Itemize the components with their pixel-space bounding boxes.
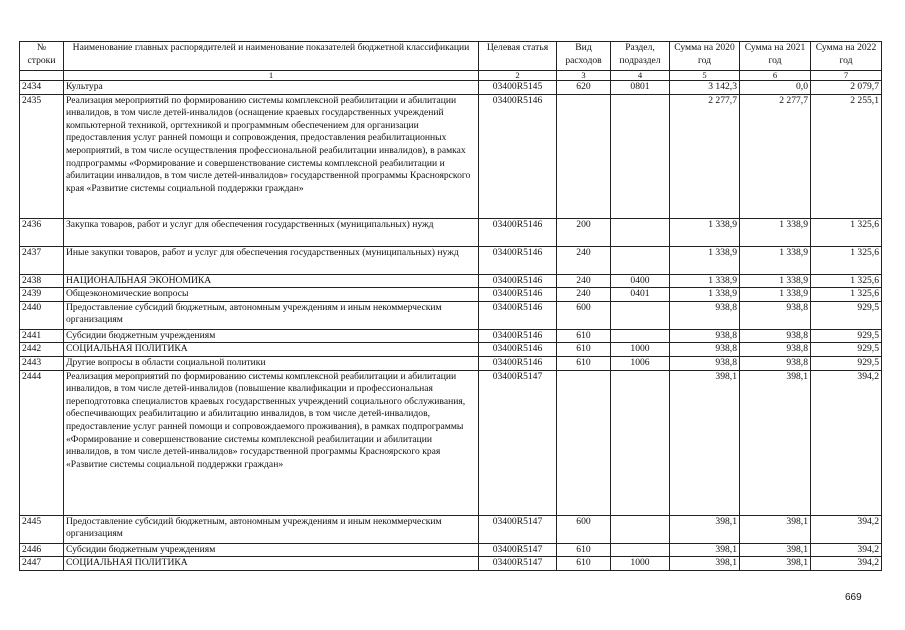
- header-name: Наименование главных распорядителей и наименование показателей бюджетной классификации: [64, 42, 479, 71]
- row-number: 2447: [20, 557, 64, 571]
- target-article: 03400R5146: [479, 288, 557, 302]
- sum-2021: 938,8: [740, 343, 811, 357]
- row-number: 2444: [20, 370, 64, 515]
- row-number: 2438: [20, 274, 64, 288]
- section-code: [611, 94, 670, 218]
- sum-2022: 2 255,1: [811, 94, 882, 218]
- expense-type: 610: [557, 329, 611, 343]
- row-name: Субсидии бюджетным учреждениям: [64, 329, 479, 343]
- section-code: 1000: [611, 557, 670, 571]
- section-code: [611, 246, 670, 274]
- sum-2020: 938,8: [670, 356, 740, 370]
- row-number: 2436: [20, 218, 64, 246]
- column-number: 3: [557, 71, 611, 81]
- expense-type: 610: [557, 356, 611, 370]
- table-body: [20, 71, 882, 571]
- row-name: СОЦИАЛЬНАЯ ПОЛИТИКА: [64, 343, 479, 357]
- target-article: 03400R5147: [479, 543, 557, 557]
- row-name: Общеэкономические вопросы: [64, 288, 479, 302]
- column-number: 7: [811, 71, 882, 81]
- sum-2021: 398,1: [740, 515, 811, 543]
- expense-type: 620: [557, 81, 611, 95]
- sum-2022: 394,2: [811, 515, 882, 543]
- section-code: [611, 329, 670, 343]
- sum-2022: 394,2: [811, 543, 882, 557]
- sum-2022: 1 325,6: [811, 246, 882, 274]
- sum-2021: 938,8: [740, 301, 811, 329]
- expense-type: [557, 94, 611, 218]
- expense-type: 200: [557, 218, 611, 246]
- column-number: 1: [64, 71, 479, 81]
- section-code: [611, 370, 670, 515]
- sum-2020: 1 338,9: [670, 288, 740, 302]
- table-row: [20, 81, 882, 95]
- sum-2021: 398,1: [740, 370, 811, 515]
- sum-2021: 398,1: [740, 543, 811, 557]
- sum-2022: 1 325,6: [811, 274, 882, 288]
- sum-2020: 1 338,9: [670, 246, 740, 274]
- expense-type: 240: [557, 288, 611, 302]
- row-name: Предоставление субсидий бюджетным, автономным учреждениям и иным некоммерческим организациям: [64, 515, 479, 543]
- header-section: Раздел, подраздел: [611, 42, 670, 71]
- section-code: [611, 543, 670, 557]
- expense-type: 610: [557, 557, 611, 571]
- row-number: 2434: [20, 81, 64, 95]
- row-number: 2440: [20, 301, 64, 329]
- target-article: 03400R5147: [479, 557, 557, 571]
- row-number: 2441: [20, 329, 64, 343]
- section-code: [611, 218, 670, 246]
- row-number: 2439: [20, 288, 64, 302]
- section-code: [611, 515, 670, 543]
- sum-2020: 938,8: [670, 343, 740, 357]
- table-row: [20, 274, 882, 288]
- sum-2020: 1 338,9: [670, 218, 740, 246]
- table-row: [20, 370, 882, 515]
- row-number: 2445: [20, 515, 64, 543]
- expense-type: 610: [557, 343, 611, 357]
- target-article: 03400R5146: [479, 329, 557, 343]
- section-code: [611, 301, 670, 329]
- sum-2022: 1 325,6: [811, 218, 882, 246]
- sum-2020: 2 277,7: [670, 94, 740, 218]
- section-code: 0801: [611, 81, 670, 95]
- sum-2021: 1 338,9: [740, 288, 811, 302]
- sum-2021: 1 338,9: [740, 218, 811, 246]
- row-number: 2442: [20, 343, 64, 357]
- row-number: 2437: [20, 246, 64, 274]
- table-row: [20, 329, 882, 343]
- table-row: [20, 515, 882, 543]
- sum-2021: 1 338,9: [740, 274, 811, 288]
- table-row: [20, 343, 882, 357]
- table-row: [20, 246, 882, 274]
- target-article: 03400R5146: [479, 274, 557, 288]
- sum-2022: 929,5: [811, 301, 882, 329]
- sum-2020: 398,1: [670, 557, 740, 571]
- target-article: 03400R5145: [479, 81, 557, 95]
- column-numbers-row: [20, 71, 882, 81]
- sum-2021: 2 277,7: [740, 94, 811, 218]
- sum-2021: 938,8: [740, 329, 811, 343]
- sum-2022: 929,5: [811, 356, 882, 370]
- expense-type: 600: [557, 515, 611, 543]
- sum-2020: 398,1: [670, 543, 740, 557]
- sum-2021: 1 338,9: [740, 246, 811, 274]
- sum-2022: 1 325,6: [811, 288, 882, 302]
- column-number: 6: [740, 71, 811, 81]
- row-name: Субсидии бюджетным учреждениям: [64, 543, 479, 557]
- target-article: 03400R5146: [479, 301, 557, 329]
- row-name: Реализация мероприятий по формированию системы комплексной реабилитации и абилитации инвалидов, в том числе детей-инвалидов (повышение квалификации и профессиональная переподготовка специалистов краевых государственных учреждений социального обслуживания, обеспечивающих реабилитацию и абилитацию инвалидов, в том числе детей-инвалидов, предоставление услуг ранней помощи и сопровождаемого проживания), в рамках подпрограммы «Формирование и совершенствование системы комплексной реабилитации и абилитации инвалидов, в том числе детей-инвалидов» государственной программы Красноярского края «Развитие системы социальной поддержки граждан»: [64, 370, 479, 515]
- row-number: 2443: [20, 356, 64, 370]
- table-header: [20, 42, 882, 71]
- target-article: 03400R5146: [479, 246, 557, 274]
- target-article: 03400R5146: [479, 94, 557, 218]
- target-article: 03400R5146: [479, 218, 557, 246]
- row-name: Предоставление субсидий бюджетным, автономным учреждениям и иным некоммерческим организациям: [64, 301, 479, 329]
- section-code: 0400: [611, 274, 670, 288]
- target-article: 03400R5146: [479, 356, 557, 370]
- table-row: [20, 218, 882, 246]
- sum-2022: 929,5: [811, 343, 882, 357]
- table-row: [20, 288, 882, 302]
- row-name: СОЦИАЛЬНАЯ ПОЛИТИКА: [64, 557, 479, 571]
- sum-2021: 938,8: [740, 356, 811, 370]
- table-row: [20, 94, 882, 218]
- sum-2020: 398,1: [670, 370, 740, 515]
- header-row-number: № строки: [20, 42, 64, 71]
- sum-2020: 938,8: [670, 329, 740, 343]
- table-row: [20, 557, 882, 571]
- column-number: 5: [670, 71, 740, 81]
- row-number: 2446: [20, 543, 64, 557]
- page-number: 669: [845, 592, 862, 603]
- sum-2020: 398,1: [670, 515, 740, 543]
- header-sum-2021: Сумма на 2021 год: [740, 42, 811, 71]
- row-name: Иные закупки товаров, работ и услуг для обеспечения государственных (муниципальных) нужд: [64, 246, 479, 274]
- table-row: [20, 356, 882, 370]
- row-name: Культура: [64, 81, 479, 95]
- header-expense-type: Вид расходов: [557, 42, 611, 71]
- sum-2022: 929,5: [811, 329, 882, 343]
- row-name: Реализация мероприятий по формированию системы комплексной реабилитации и абилитации инвалидов, в том числе детей-инвалидов (оснащение краевых государственных учреждений компьютерной техникой, оргтехникой и программным обеспечением для организации предоставления услуг ранней помощи и сопровождения, предоставления реабилитационных мероприятий, в том числе осуществления профессиональной реабилитации инвалидов), в рамках подпрограммы «Формирование и совершенствование системы комплексной реабилитации и абилитации инвалидов, в том числе детей-инвалидов» государственной программы Красноярского края «Развитие системы социальной поддержки граждан»: [64, 94, 479, 218]
- sum-2021: 398,1: [740, 557, 811, 571]
- expense-type: 240: [557, 274, 611, 288]
- section-code: 1006: [611, 356, 670, 370]
- section-code: 1000: [611, 343, 670, 357]
- budget-table: [19, 41, 882, 571]
- target-article: 03400R5147: [479, 370, 557, 515]
- target-article: 03400R5147: [479, 515, 557, 543]
- expense-type: 240: [557, 246, 611, 274]
- sum-2020: 1 338,9: [670, 274, 740, 288]
- expense-type: 600: [557, 301, 611, 329]
- table-row: [20, 301, 882, 329]
- header-sum-2022: Сумма на 2022 год: [811, 42, 882, 71]
- sum-2022: 394,2: [811, 557, 882, 571]
- column-number: 2: [479, 71, 557, 81]
- header-sum-2020: Сумма на 2020 год: [670, 42, 740, 71]
- sum-2022: 2 079,7: [811, 81, 882, 95]
- row-name: Закупка товаров, работ и услуг для обеспечения государственных (муниципальных) нужд: [64, 218, 479, 246]
- row-name: Другие вопросы в области социальной политики: [64, 356, 479, 370]
- sum-2021: 0,0: [740, 81, 811, 95]
- column-number: [20, 71, 64, 81]
- header-target-article: Целевая статья: [479, 42, 557, 71]
- table-row: [20, 543, 882, 557]
- row-number: 2435: [20, 94, 64, 218]
- column-number: 4: [611, 71, 670, 81]
- target-article: 03400R5146: [479, 343, 557, 357]
- expense-type: 610: [557, 543, 611, 557]
- row-name: НАЦИОНАЛЬНАЯ ЭКОНОМИКА: [64, 274, 479, 288]
- section-code: 0401: [611, 288, 670, 302]
- sum-2020: 3 142,3: [670, 81, 740, 95]
- sum-2022: 394,2: [811, 370, 882, 515]
- sum-2020: 938,8: [670, 301, 740, 329]
- expense-type: [557, 370, 611, 515]
